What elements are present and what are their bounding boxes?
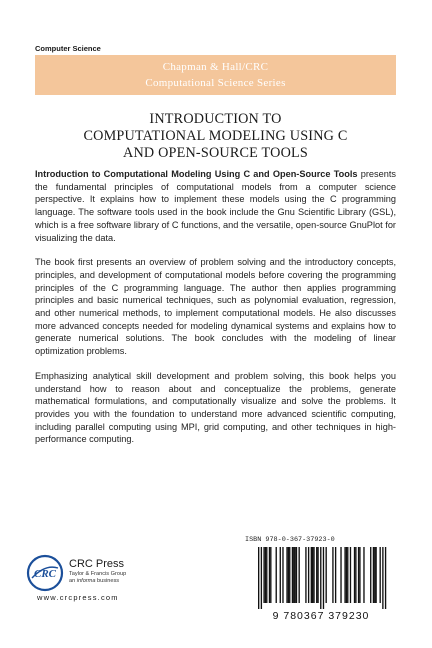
description-title-bold: Introduction to Computational Modeling Using C and Open-Source Tools [35,169,358,179]
barcode-container [240,545,402,617]
barcode-bar [373,547,374,603]
series-banner [35,55,396,95]
logo-text: CRC [33,568,57,580]
publisher-name: CRC Press [69,558,125,570]
barcode-bar [354,547,355,603]
barcode-bar [258,547,259,609]
crc-press-logo-icon [26,554,64,592]
title-line-1: INTRODUCTION TO [149,111,282,127]
barcode-bar [370,547,371,603]
barcode-bar [269,547,270,603]
barcode-bar [359,547,360,603]
barcode-bar [375,547,376,603]
series-subtitle: Computational Science Series [145,77,286,89]
description-paragraph-1 [35,168,396,244]
barcode-bar [332,547,333,603]
barcode-bar [347,547,348,603]
barcode-bar [346,547,347,603]
barcode-bar [316,547,317,603]
barcode-bar [261,547,262,609]
barcode-bar [323,547,324,609]
barcode-bar [326,547,327,603]
description-paragraph-3: Emphasizing analytical skill development and problem solving, this book helps you understand how to reason about and conceptualize the problems, generate mathematical formulations, and computationally visualize and solve the problems. It provides you with the foundation to understand more advanced scientific computing, including parallel computing using MPI, grid computing, and other techniques in high-performance computing. [35,370,396,445]
publisher-block [69,558,126,585]
barcode-bar [313,547,314,603]
publisher-url[interactable]: www.crcpress.com [37,593,119,602]
barcode-bar [294,547,295,603]
title-line-2: COMPUTATIONAL MODELING USING C [83,128,348,144]
publisher-parent: an informa business [69,578,120,584]
barcode-bar [265,547,266,603]
barcode-bar [276,547,277,603]
barcode-bar [296,547,297,603]
barcode-digits: 9 780367 379230 [272,610,370,622]
barcode-bar [335,547,336,603]
barcode-bar [340,547,341,603]
barcode-bar [282,547,283,603]
barcode-bar [280,547,281,603]
barcode-bar [305,547,306,603]
barcode-bar [292,547,293,603]
barcode-bar [363,547,364,603]
barcode-bar [355,547,356,603]
book-title [35,111,396,162]
description-paragraph-2: The book first presents an overview of problem solving and the introductory concepts, principles, and development of computational models before covering the programming principles of the C programming language. The author then applies programming principles and basic numerical techniques, such as polynomial evaluation, regression, and other numerical methods, to implement computational models. He also discusses more advanced concepts needed for modeling dynamical systems and explains how to generate numerical solutions. The book concludes with the modeling of linear optimization problems. [35,257,396,357]
barcode-bar [344,547,345,603]
barcode-bar [270,547,271,603]
barcode-bar [288,547,289,603]
barcode-bar [317,547,318,603]
isbn-label: ISBN 978-0-367-37923-0 [245,536,335,544]
barcode-bar [312,547,313,603]
barcode-bar [289,547,290,603]
category-label: Computer Science [35,44,101,53]
book-description [35,168,396,458]
barcode-bar [350,547,351,603]
barcode-bar [380,547,381,603]
barcode-bar [308,547,309,603]
barcode-bar [299,547,300,603]
barcode-bar [374,547,375,603]
barcode-bar [286,547,287,603]
description-p1-text: presents the fundamental principles of computational models from a computer science perspective. It explains how to implement these models using the C programming language. The software tools used in the book include the Gnu Scientific Library (GSL), which is a free software library of C functions, and the versatile, open-source GnuPlot for visualizing the data. [35,169,396,243]
series-name: Chapman & Hall/CRC [162,61,269,73]
barcode-bar [266,547,267,603]
barcode-image [240,545,402,611]
title-line-3: AND OPEN-SOURCE TOOLS [123,145,308,161]
barcode-bar [320,547,321,609]
barcode-bar [358,547,359,603]
barcode-bar [293,547,294,603]
barcode-bar [385,547,386,609]
barcode-bar [311,547,312,603]
barcode-bar [382,547,383,609]
publisher-group: Taylor & Francis Group [69,571,127,577]
barcode-bar [263,547,264,603]
